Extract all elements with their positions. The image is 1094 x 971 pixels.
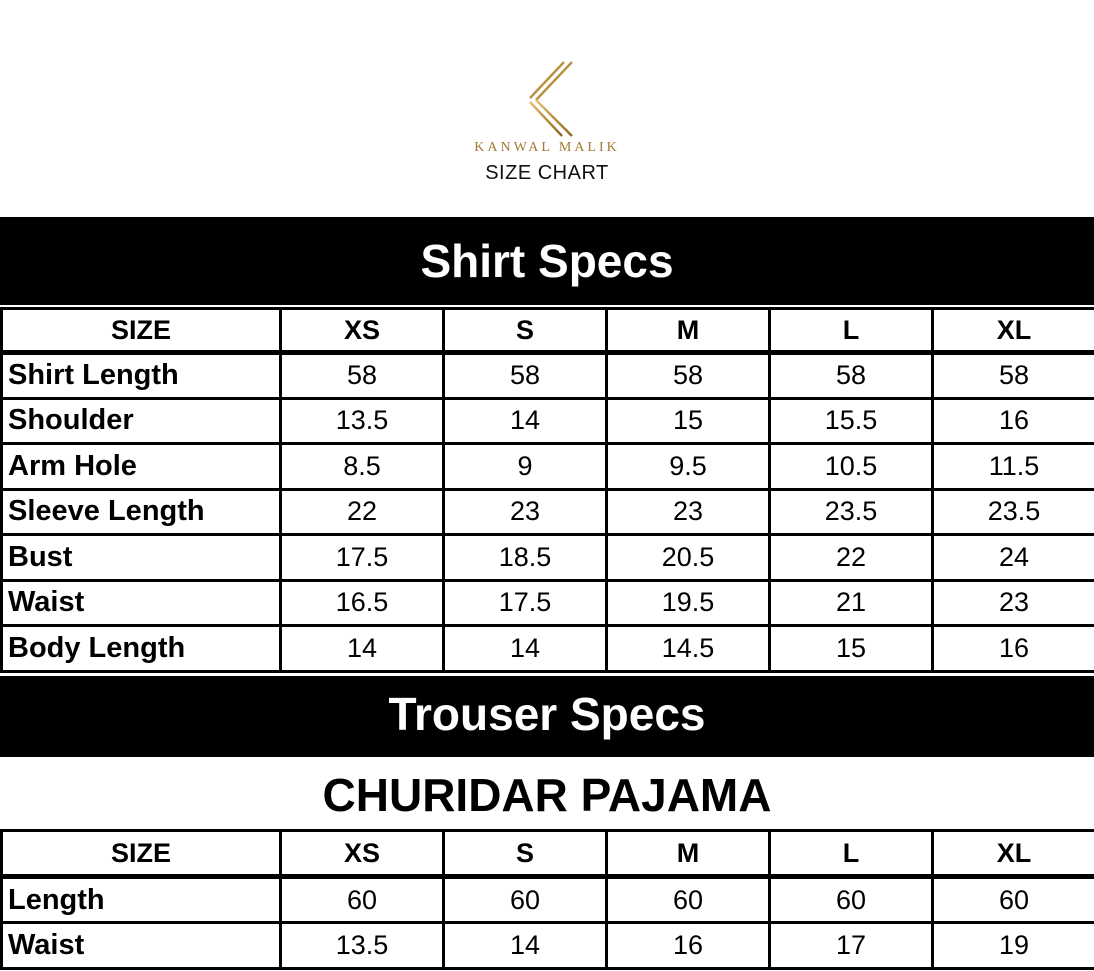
table-row [2, 489, 1094, 535]
row-label: Bust [2, 535, 281, 581]
table-cell: 60 [607, 877, 770, 923]
table-row [2, 444, 1094, 490]
table-cell: 15 [607, 398, 770, 444]
churidar-pajama-heading: CHURIDAR PAJAMA [322, 769, 772, 821]
row-label: Arm Hole [2, 444, 281, 490]
column-header: XS [281, 309, 444, 353]
trouser-specs-heading: Trouser Specs [0, 676, 1094, 757]
table-cell: 14 [444, 398, 607, 444]
table-cell: 14 [281, 626, 444, 672]
table-cell: 20.5 [607, 535, 770, 581]
column-header: XL [933, 831, 1094, 877]
table-cell: 14.5 [607, 626, 770, 672]
table-cell: 23 [933, 580, 1094, 626]
table-cell: 58 [444, 353, 607, 399]
row-label: Body Length [2, 626, 281, 672]
column-header: SIZE [2, 831, 281, 877]
km-monogram-logo [516, 60, 576, 138]
column-header: SIZE [2, 309, 281, 353]
table-cell: 60 [933, 877, 1094, 923]
table-cell: 17.5 [444, 580, 607, 626]
table-cell: 16 [607, 923, 770, 969]
table-cell: 16 [933, 398, 1094, 444]
column-header: L [770, 831, 933, 877]
row-label: Waist [2, 923, 281, 969]
table-cell: 8.5 [281, 444, 444, 490]
table-cell: 14 [444, 923, 607, 969]
row-label: Shirt Length [2, 353, 281, 399]
table-cell: 58 [933, 353, 1094, 399]
table-cell: 23 [607, 489, 770, 535]
table-row [2, 877, 1094, 923]
table-cell: 15.5 [770, 398, 933, 444]
column-header: S [444, 309, 607, 353]
column-header: L [770, 309, 933, 353]
column-header: M [607, 309, 770, 353]
table-cell: 23.5 [933, 489, 1094, 535]
table-cell: 13.5 [281, 398, 444, 444]
logo-header [0, 0, 1094, 217]
table-row [2, 923, 1094, 969]
table-row [2, 626, 1094, 672]
table-row [2, 580, 1094, 626]
row-label: Waist [2, 580, 281, 626]
row-label: Sleeve Length [2, 489, 281, 535]
table-cell: 58 [281, 353, 444, 399]
table-cell: 19 [933, 923, 1094, 969]
table-cell: 58 [770, 353, 933, 399]
table-cell: 19.5 [607, 580, 770, 626]
table-row [2, 535, 1094, 581]
table-row [2, 353, 1094, 399]
table-cell: 16 [933, 626, 1094, 672]
table-cell: 60 [281, 877, 444, 923]
table-cell: 60 [770, 877, 933, 923]
size-chart-title: SIZE CHART [485, 162, 609, 184]
table-cell: 15 [770, 626, 933, 672]
table-header-row [2, 309, 1094, 353]
table-cell: 16.5 [281, 580, 444, 626]
table-cell: 9 [444, 444, 607, 490]
table-cell: 21 [770, 580, 933, 626]
table-cell: 22 [770, 535, 933, 581]
table-cell: 18.5 [444, 535, 607, 581]
table-cell: 23.5 [770, 489, 933, 535]
column-header: S [444, 831, 607, 877]
table-cell: 22 [281, 489, 444, 535]
table-cell: 23 [444, 489, 607, 535]
table-cell: 17 [770, 923, 933, 969]
row-label: Shoulder [2, 398, 281, 444]
column-header: XL [933, 309, 1094, 353]
column-header: XS [281, 831, 444, 877]
table-cell: 58 [607, 353, 770, 399]
shirt-specs-table [0, 307, 1094, 673]
brand-name: KANWAL MALIK [474, 140, 620, 155]
row-label: Length [2, 877, 281, 923]
table-cell: 24 [933, 535, 1094, 581]
table-cell: 60 [444, 877, 607, 923]
table-cell: 10.5 [770, 444, 933, 490]
shirt-specs-heading: Shirt Specs [0, 217, 1094, 305]
table-cell: 17.5 [281, 535, 444, 581]
column-header: M [607, 831, 770, 877]
table-cell: 14 [444, 626, 607, 672]
table-header-row [2, 831, 1094, 877]
table-row [2, 398, 1094, 444]
trouser-specs-table [0, 829, 1094, 970]
table-cell: 9.5 [607, 444, 770, 490]
table-cell: 11.5 [933, 444, 1094, 490]
table-cell: 13.5 [281, 923, 444, 969]
